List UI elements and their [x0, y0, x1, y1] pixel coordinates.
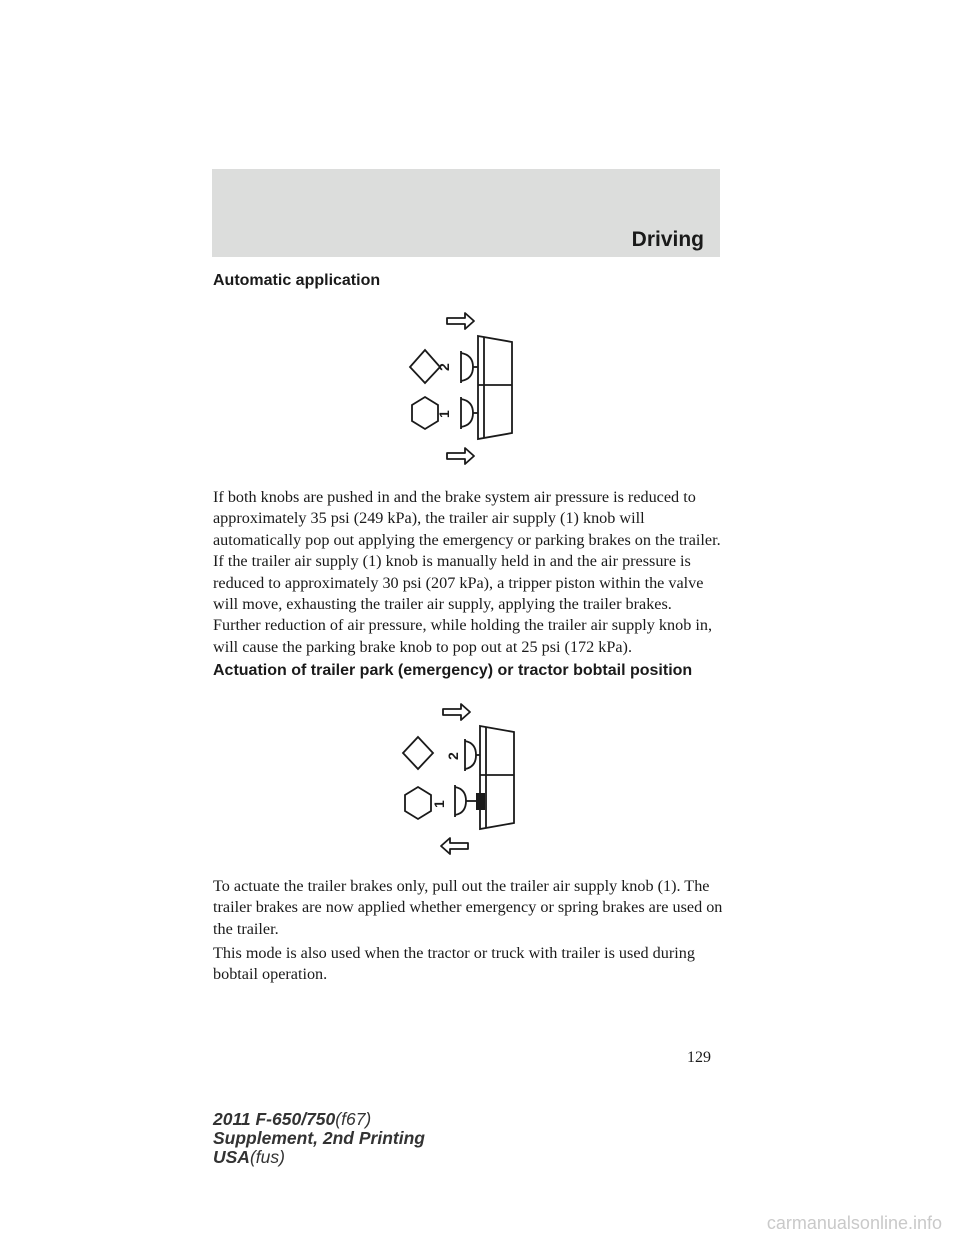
watermark[interactable]: carmanualsonline.info [766, 1213, 942, 1233]
knob-1-pushed-in [461, 397, 478, 429]
automatic-application-paragraph: If both knobs are pushed in and the brake system air pressure is reduced to approximately 35 psi (249 kPa), the trailer air supply (1) knob will automatically pop out applying the emergency or parking brakes on the trailer. If the trailer air supply (1) knob is manually held in and the air pressure is reduced to approximately 30 psi (207 kPa), a tripper piston within the valve will move, exhausting the trailer air supply, applying the trailer brakes. Further reduction of air pressure, while holding the trailer air supply knob in, will cause the parking brake knob to pop out at 25 psi (172 kPa). [213, 488, 721, 656]
knob-label-2: 2 [445, 752, 461, 760]
knob-2-pushed-in [461, 351, 478, 383]
knob-valve-outline [480, 726, 514, 829]
knob-label-1: 1 [431, 800, 447, 808]
figure-trailer-park-position [400, 697, 530, 857]
footer-market-code: (fus) [249, 1147, 285, 1167]
knob-label-1: 1 [436, 410, 452, 418]
exposed-knob-stem [476, 793, 485, 810]
automatic-application-heading: Automatic application [213, 272, 381, 289]
footer-model-code: (f67) [335, 1109, 372, 1129]
arrow-right-icon [447, 448, 474, 464]
hexagon-knob-icon [412, 397, 438, 429]
knob-1-pulled-out [455, 785, 476, 817]
footer-market: USA [213, 1147, 250, 1167]
arrow-left-icon [441, 838, 468, 854]
knob-label-2: 2 [436, 363, 452, 371]
footer-model: 2011 F-650/750 [213, 1109, 336, 1129]
footer-edition: Supplement, 2nd Printing [213, 1128, 425, 1148]
bobtail-operation-paragraph: This mode is also used when the tractor or truck with trailer is used during bobtail operation. [213, 944, 695, 984]
knob-valve-outline [478, 336, 512, 439]
diamond-knob-icon [403, 737, 433, 769]
footer [213, 1110, 425, 1167]
trailer-brakes-paragraph: To actuate the trailer brakes only, pull out the trailer air supply knob (1). The trailer brakes are now applied whether emergency or spring brakes are used on the trailer. [213, 877, 723, 938]
figure-automatic-application [400, 305, 530, 465]
section-title: Driving [631, 228, 704, 251]
hexagon-knob-icon [405, 787, 431, 819]
header-band [212, 169, 720, 257]
arrow-right-icon [443, 704, 470, 720]
bobtail-position-heading: Actuation of trailer park (emergency) or tractor bobtail position [213, 662, 693, 679]
arrow-right-icon [447, 313, 474, 329]
knob-2-pushed-in [465, 739, 480, 771]
page-number: 129 [687, 1049, 711, 1066]
